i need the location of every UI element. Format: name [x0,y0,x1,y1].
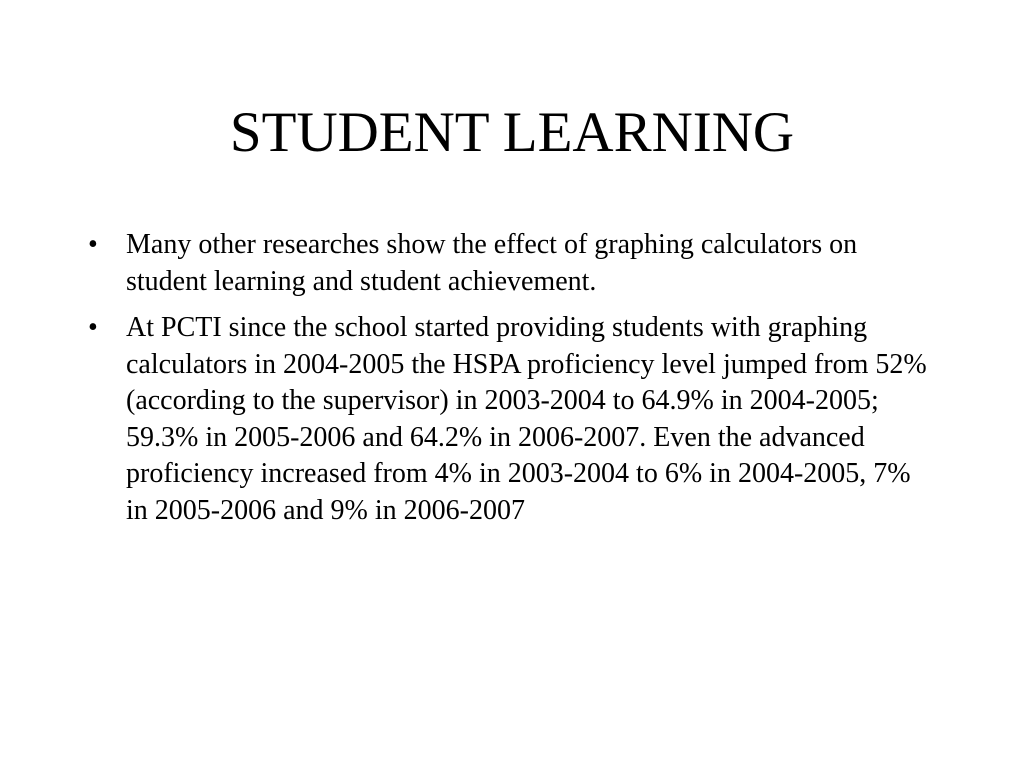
bullet-item [88,227,938,300]
bullet-point-icon: • [88,229,98,260]
bullet-text: At PCTI since the school started providing students with graphing calculators in 2004-2005 the HSPA proficiency level jumped from 52% (according to the supervisor) in 2003-2004 to 64.9% in 2004-2005; 59.3% in 2005-2006 and 64.2% in 2006-2007. Even the advanced proficiency increased from 4% in 2003-2004 to 6% in 2004-2005, 7% in 2005-2006 and 9% in 2006-2007 [126,312,927,526]
slide-title: STUDENT LEARNING [229,101,795,164]
bullet-list [88,227,938,539]
bullet-text: Many other researches show the effect of graphing calculators on student learning and student achievement. [126,229,858,297]
bullet-item [88,310,938,529]
bullet-point-icon: • [88,312,98,343]
